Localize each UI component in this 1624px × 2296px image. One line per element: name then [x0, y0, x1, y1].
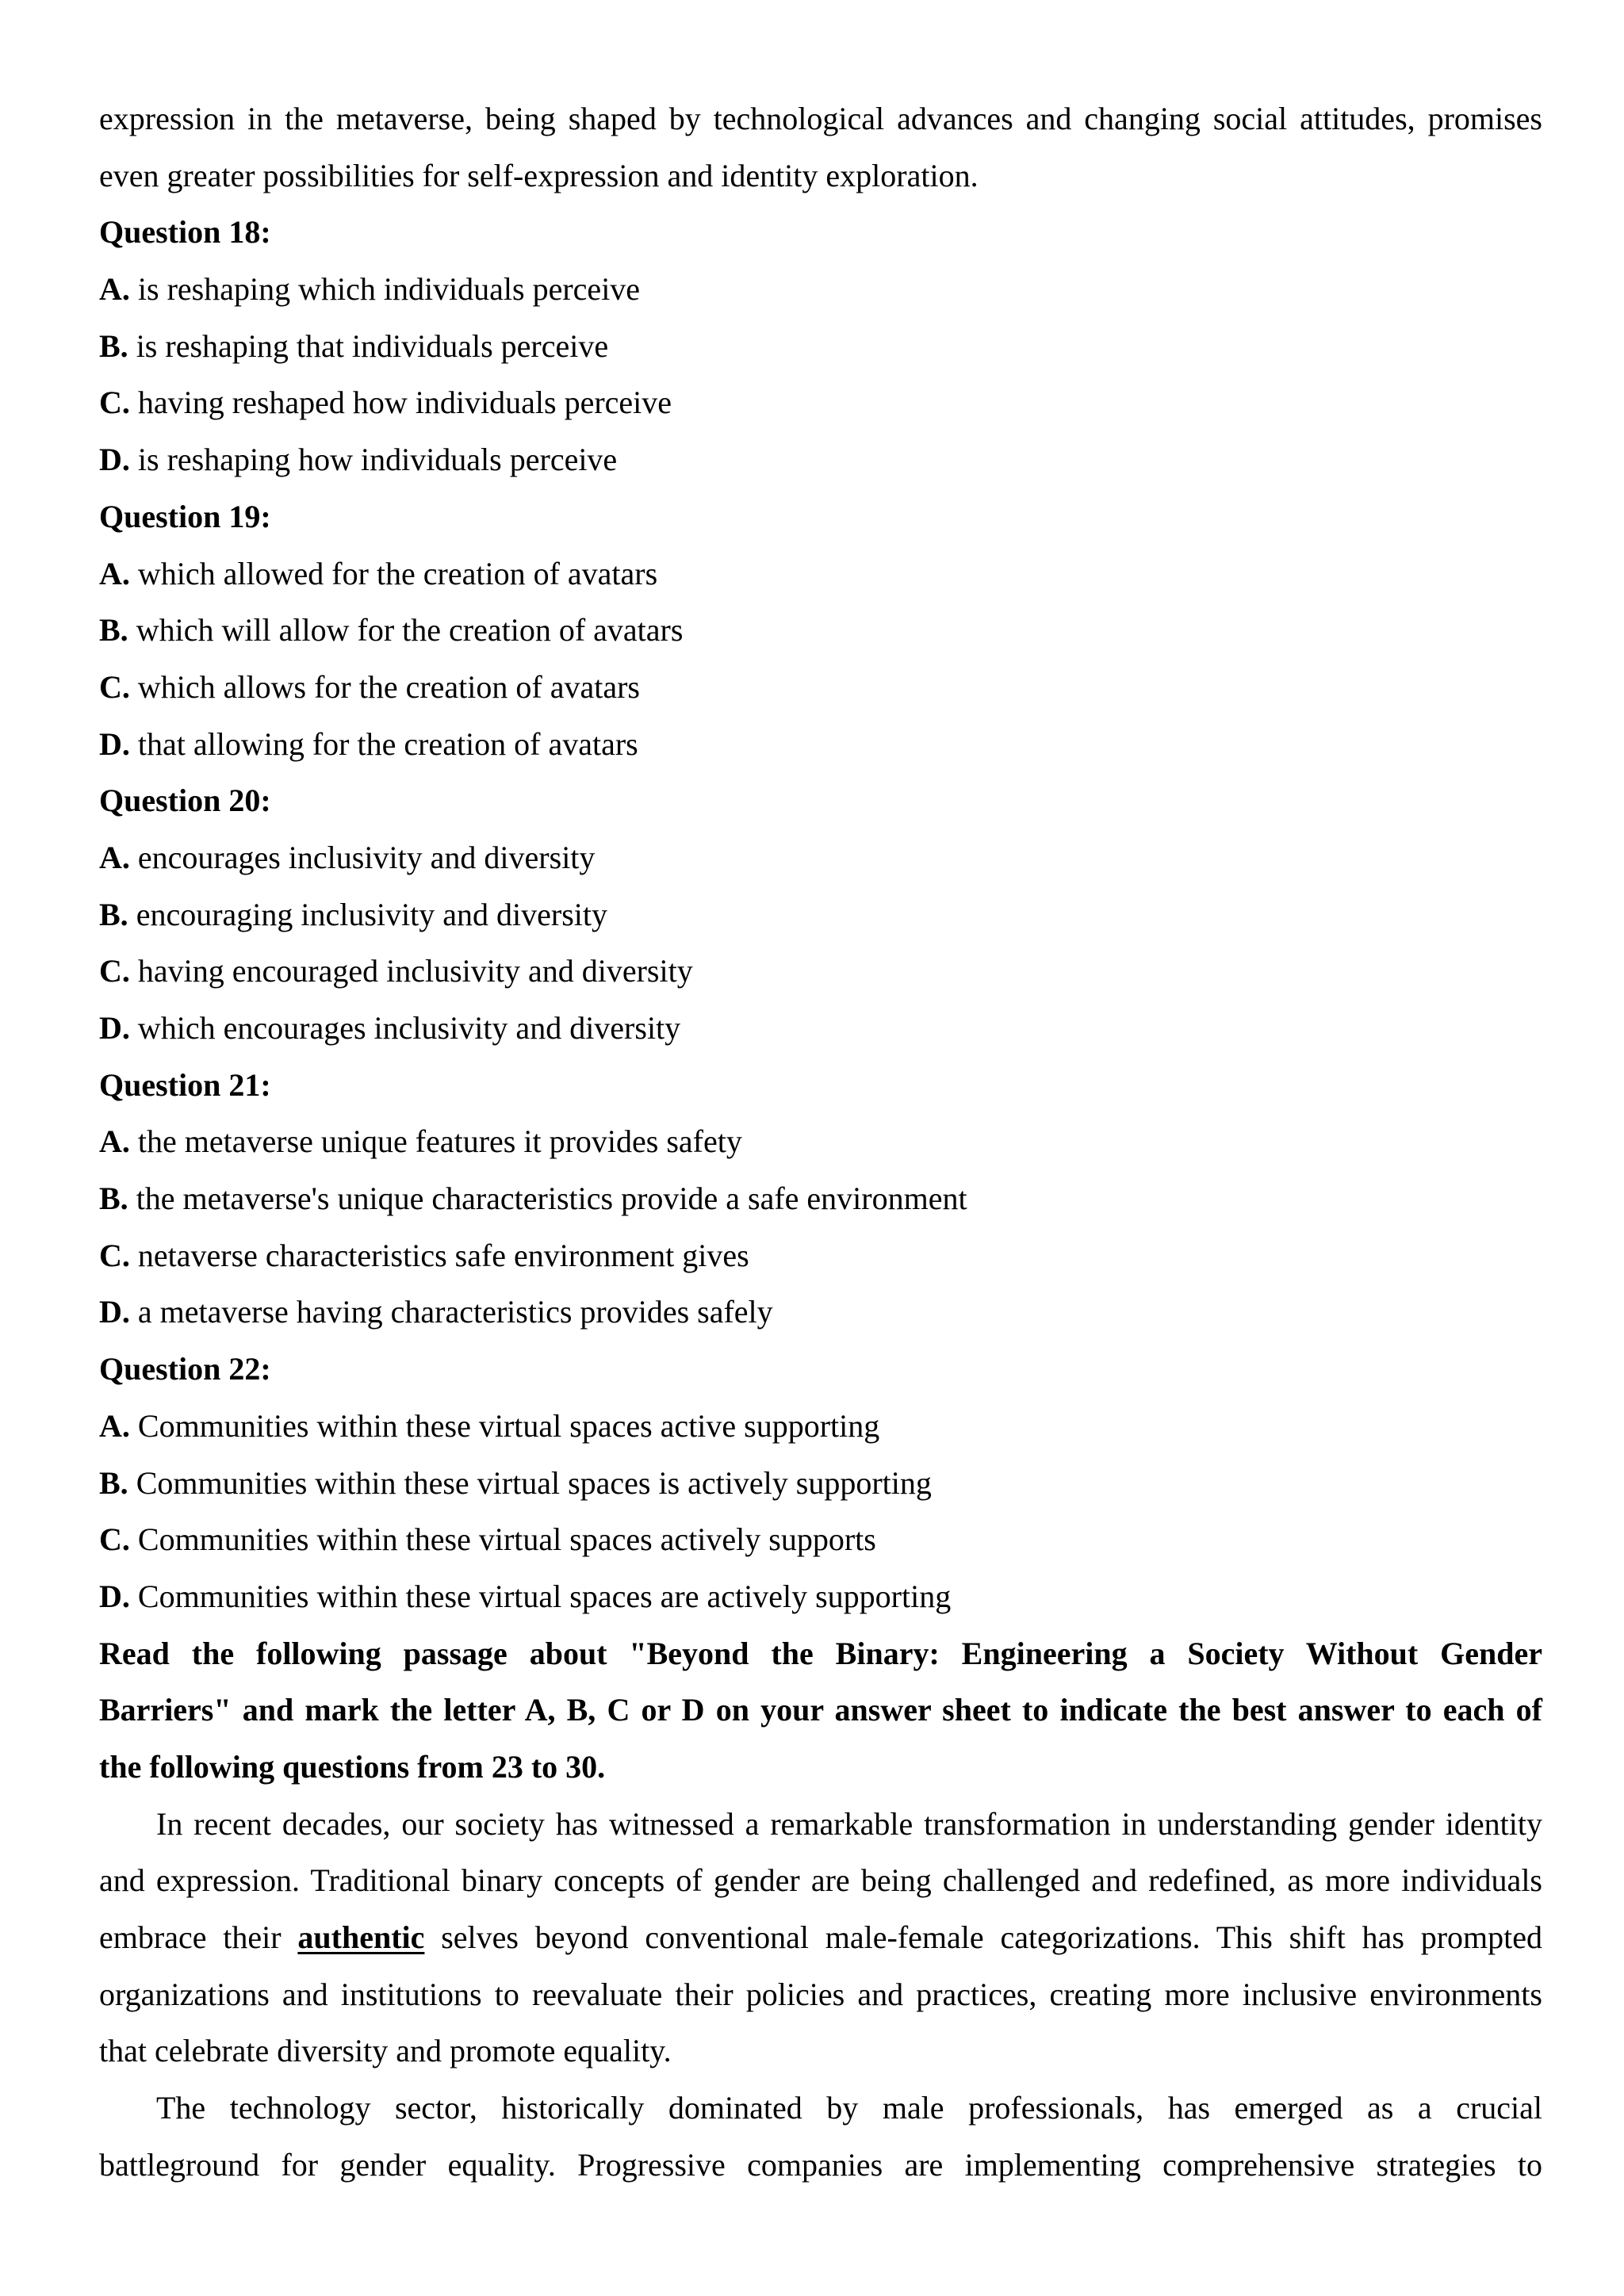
option-c [99, 1511, 1542, 1568]
option-letter: B. [99, 1464, 128, 1501]
option-d [99, 1568, 1542, 1625]
option-text: encourages inclusivity and diversity [129, 839, 596, 875]
highlighted-keyword: authentic [297, 1919, 425, 1955]
option-text: that allowing for the creation of avatars [129, 725, 638, 762]
option-text: netaverse characteristics safe environment gives [129, 1237, 749, 1273]
option-d [99, 1000, 1542, 1057]
option-b [99, 1170, 1542, 1227]
option-text: which encourages inclusivity and diversity [129, 1010, 681, 1046]
option-letter: A. [99, 1123, 130, 1160]
option-letter: B. [99, 327, 128, 364]
option-text: is reshaping which individuals perceive [129, 271, 641, 308]
option-letter: C. [99, 385, 130, 421]
option-text: the metaverse's unique characteristics provide a safe environment [128, 1181, 967, 1217]
document-page [99, 90, 1542, 2193]
option-letter: D. [99, 1294, 130, 1330]
passage-line: The technology sector, historically dominated by male professionals, has emerged as a crucial [156, 2090, 1542, 2126]
passage-line: and expression. Traditional binary concepts of gender are being challenged and redefined, as more individuals [99, 1862, 1542, 1899]
option-letter: C. [99, 1521, 130, 1558]
intro-line-2: even greater possibilities for self-expression and identity exploration. [99, 157, 979, 193]
passage-line: organizations and institutions to reevaluate their policies and practices, creating more inclusive environments [99, 1976, 1542, 2012]
option-c [99, 374, 1542, 431]
option-b [99, 318, 1542, 375]
option-d [99, 1284, 1542, 1341]
passage-paragraph-2 [99, 2080, 1542, 2193]
passage-line: that celebrate diversity and promote equality. [99, 2033, 672, 2069]
question-22 [99, 1341, 1542, 1624]
option-letter: D. [99, 1578, 130, 1614]
option-d [99, 431, 1542, 488]
option-b [99, 602, 1542, 659]
option-text: which allows for the creation of avatars [129, 668, 640, 705]
option-letter: A. [99, 839, 130, 875]
option-c [99, 659, 1542, 716]
question-19 [99, 488, 1542, 772]
passage-line: In recent decades, our society has witnessed a remarkable transformation in understanding gender identity [156, 1805, 1542, 1842]
option-letter: A. [99, 555, 130, 591]
question-title: Question 22: [99, 1351, 271, 1387]
option-text: which allowed for the creation of avatars [129, 555, 658, 591]
option-d [99, 716, 1542, 773]
option-b [99, 886, 1542, 943]
question-title: Question 20: [99, 783, 271, 819]
option-text: encouraging inclusivity and diversity [128, 896, 608, 932]
option-c [99, 943, 1542, 1000]
question-title: Question 19: [99, 498, 271, 534]
option-text: is reshaping that individuals perceive [128, 327, 609, 364]
option-text: is reshaping how individuals perceive [129, 442, 618, 478]
instruction-line-3: the following questions from 23 to 30. [99, 1748, 606, 1785]
option-text: which will allow for the creation of avatars [128, 612, 684, 649]
option-letter: C. [99, 1237, 130, 1273]
option-letter: B. [99, 896, 128, 932]
passage-line [99, 1909, 1542, 1966]
option-b [99, 1455, 1542, 1512]
option-text: Communities within these virtual spaces active supporting [129, 1407, 880, 1444]
option-text: having reshaped how individuals perceive [129, 385, 672, 421]
instruction-line-2: Barriers" and mark the letter A, B, C or D on your answer sheet to indicate the best answer to each of [99, 1692, 1542, 1728]
option-letter: C. [99, 668, 130, 705]
option-letter: B. [99, 612, 128, 649]
passage-line: battleground for gender equality. Progressive companies are implementing comprehensive strategies to [99, 2146, 1542, 2183]
option-text: the metaverse unique features it provides safety [129, 1123, 742, 1160]
passage-paragraph-1 [99, 1796, 1542, 2080]
option-text: Communities within these virtual spaces actively supports [129, 1521, 876, 1558]
option-letter: D. [99, 442, 130, 478]
question-title: Question 18: [99, 214, 271, 251]
option-c [99, 1227, 1542, 1284]
option-letter: B. [99, 1181, 128, 1217]
question-20 [99, 772, 1542, 1056]
question-18 [99, 204, 1542, 488]
question-21 [99, 1057, 1542, 1341]
option-letter: A. [99, 271, 130, 308]
passage-text: selves beyond conventional male-female categorizations. This shift has prompted [424, 1919, 1543, 1955]
option-letter: C. [99, 953, 130, 989]
question-title: Question 21: [99, 1066, 271, 1103]
option-a [99, 829, 1542, 886]
instruction-line-1: Read the following passage about "Beyond the Binary: Engineering a Society Without Gender [99, 1635, 1542, 1671]
option-a [99, 261, 1542, 318]
option-letter: D. [99, 1010, 130, 1046]
reading-instruction [99, 1625, 1542, 1796]
option-letter: A. [99, 1407, 130, 1444]
option-text: a metaverse having characteristics provides safely [129, 1294, 773, 1330]
option-a [99, 1113, 1542, 1170]
option-letter: D. [99, 725, 130, 762]
intro-line-1: expression in the metaverse, being shaped by technological advances and changing social attitudes, promises [99, 101, 1542, 136]
option-a [99, 1398, 1542, 1455]
intro-paragraph [99, 90, 1542, 204]
option-text: Communities within these virtual spaces are actively supporting [129, 1578, 952, 1614]
option-text: Communities within these virtual spaces is actively supporting [128, 1464, 932, 1501]
passage-text: embrace their [99, 1919, 298, 1955]
option-text: having encouraged inclusivity and diversity [129, 953, 693, 989]
option-a [99, 545, 1542, 603]
